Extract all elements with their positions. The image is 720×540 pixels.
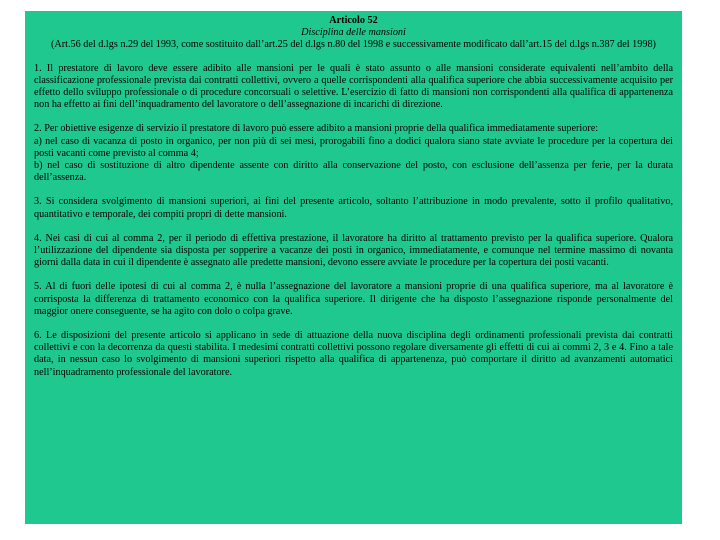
paragraph-6: 6. Le disposizioni del presente articolo si applicano in sede di attuazione della nuova disciplina degli ordinamenti professionali prevista dai contratti collettivi e con la decorrenza da questi stabilita. I medesimi contratti collettivi possono regolare diversamente gli effetti di cui ai commi 2, 3 e 4. Fino a tale data, in nessun caso lo svolgimento di mansioni superiori rispetto alla qualifica di appartenenza, può comportare il diritto ad avanzamenti automatici nell’inquadramento professionale del lavoratore. bbox=[34, 330, 673, 378]
paragraph-2-intro: 2. Per obiettive esigenze di servizio il prestatore di lavoro può essere adibito a mansioni proprie della qualifica immediatamente superiore: bbox=[34, 123, 599, 135]
paragraph-2-item-b: b) nel caso di sostituzione di altro dipendente assente con diritto alla conservazione del posto, con esclusione dell’assenza per ferie, per la durata dell’assenza. bbox=[34, 160, 673, 184]
article-subtitle: Disciplina delle mansioni bbox=[301, 27, 406, 39]
article-header bbox=[34, 15, 673, 52]
paragraph-4: 4. Nei casi di cui al comma 2, per il periodo di effettiva prestazione, il lavoratore ha diritto al trattamento previsto per la qualifica superiore. Qualora l’utilizzazione del dipendente sia disposta per sopperire a vacanze dei posti in organico, immediatamente, e comunque nel termine massimo di novanta giorni dalla data in cui il dipendente è assegnato alle predette mansioni, devono essere avviate le procedure per la copertura dei posti vacanti. bbox=[34, 232, 673, 269]
paragraph-3: 3. Si considera svolgimento di mansioni superiori, ai fini del presente articolo, soltanto l’attribuzione in modo prevalente, sotto il profilo qualitativo, quantitativo e temporale, dei compiti propri di dette mansioni. bbox=[34, 196, 673, 220]
article-source-note: (Art.56 del d.lgs n.29 del 1993, come sostituito dall’art.25 del d.lgs n.80 del 1998 e successivamente modificato dall’art.15 del d.lgs n.387 del 1998) bbox=[51, 39, 656, 51]
paragraph-2 bbox=[34, 123, 673, 184]
paragraph-1: 1. Il prestatore di lavoro deve essere adibito alle mansioni per le quali è stato assunto o alle mansioni considerate equivalenti nell’ambito della classificazione professionale prevista dai contratti collettivi, ovvero a quelle corrispondenti alla qualifica superiore che abbia successivamente acquisito per effetto dello sviluppo professionale o di procedure concorsuali o selettive. L’esercizio di fatto di mansioni non corrispondenti alla qualifica di appartenenza non ha effetto ai fini dell’inquadramento del lavoratore o dell’assegnazione di incarichi di direzione. bbox=[34, 62, 673, 111]
article-title: Articolo 52 bbox=[329, 15, 378, 26]
article-panel bbox=[25, 11, 682, 524]
paragraph-2-item-a: a) nel caso di vacanza di posto in organico, per non più di sei mesi, prorogabili fino a dodici qualora siano state avviate le procedure per la copertura dei posti vacanti come previsto al comma 4; bbox=[34, 135, 673, 159]
paragraph-5: 5. Al di fuori delle ipotesi di cui al comma 2, è nulla l’assegnazione del lavoratore a mansioni proprie di una qualifica superiore, ma al lavoratore è corrisposta la differenza di trattamento economico con la qualifica superiore. Il dirigente che ha disposto l’assegnazione risponde personalmente del maggior onere conseguente, se ha agito con dolo o colpa grave. bbox=[34, 281, 673, 317]
